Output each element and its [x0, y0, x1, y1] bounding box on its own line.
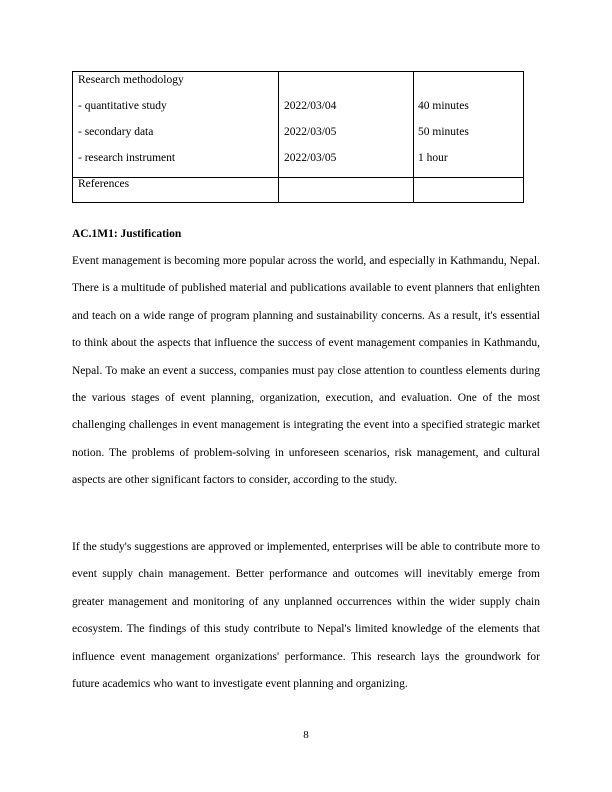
table-cell-topic: Research methodology — [78, 74, 184, 86]
table-cell-topic: - research instrument — [78, 152, 176, 164]
table-cell-duration: 1 hour — [418, 152, 448, 164]
table-cell-duration: 50 minutes — [418, 126, 469, 138]
page-number: 8 — [303, 729, 309, 741]
table-cell-date: 2022/03/04 — [284, 100, 337, 112]
table-column-divider — [413, 72, 414, 202]
table-cell-duration: 40 minutes — [418, 100, 469, 112]
body-paragraph: Event management is becoming more popular across the world, and especially in Kathmandu, Nepal. There is a multitude of published material and publications available to event planners that enlighten and teach on a wide range of program planning and sustainability concerns. As a result, it's essential to think about the aspects that influence the success of event management companies in Kathmandu, Nepal. To make an event a success, companies must pay close attention to countless elements during the various stages of event planning, organization, execution, and evaluation. One of the most challenging challenges in event management is integrating the event into a specified strategic market notion. The problems of problem-solving in unforeseen scenarios, risk management, and cultural aspects are other significant factors to consider, according to the study. — [72, 255, 540, 487]
table-row-divider — [73, 177, 523, 178]
section-heading: AC.1M1: Justification — [72, 228, 182, 240]
table-cell-date: 2022/03/05 — [284, 152, 337, 164]
body-paragraph: If the study's suggestions are approved or implemented, enterprises will be able to contribute more to event supply chain management. Better performance and outcomes will inevitably emerge from greater management and monitoring of any unplanned occurrences within the wider supply chain ecosystem. The findings of this study contribute to Nepal's limited knowledge of the elements that influence event management organizations' performance. This research lays the groundwork for future academics who want to investigate event planning and organizing. — [72, 541, 540, 691]
table-cell-topic: - quantitative study — [78, 100, 167, 112]
table-cell-topic: References — [78, 178, 130, 190]
schedule-table — [72, 71, 524, 203]
table-cell-date: 2022/03/05 — [284, 126, 337, 138]
table-column-divider — [278, 72, 279, 202]
table-cell-topic: - secondary data — [78, 126, 154, 138]
